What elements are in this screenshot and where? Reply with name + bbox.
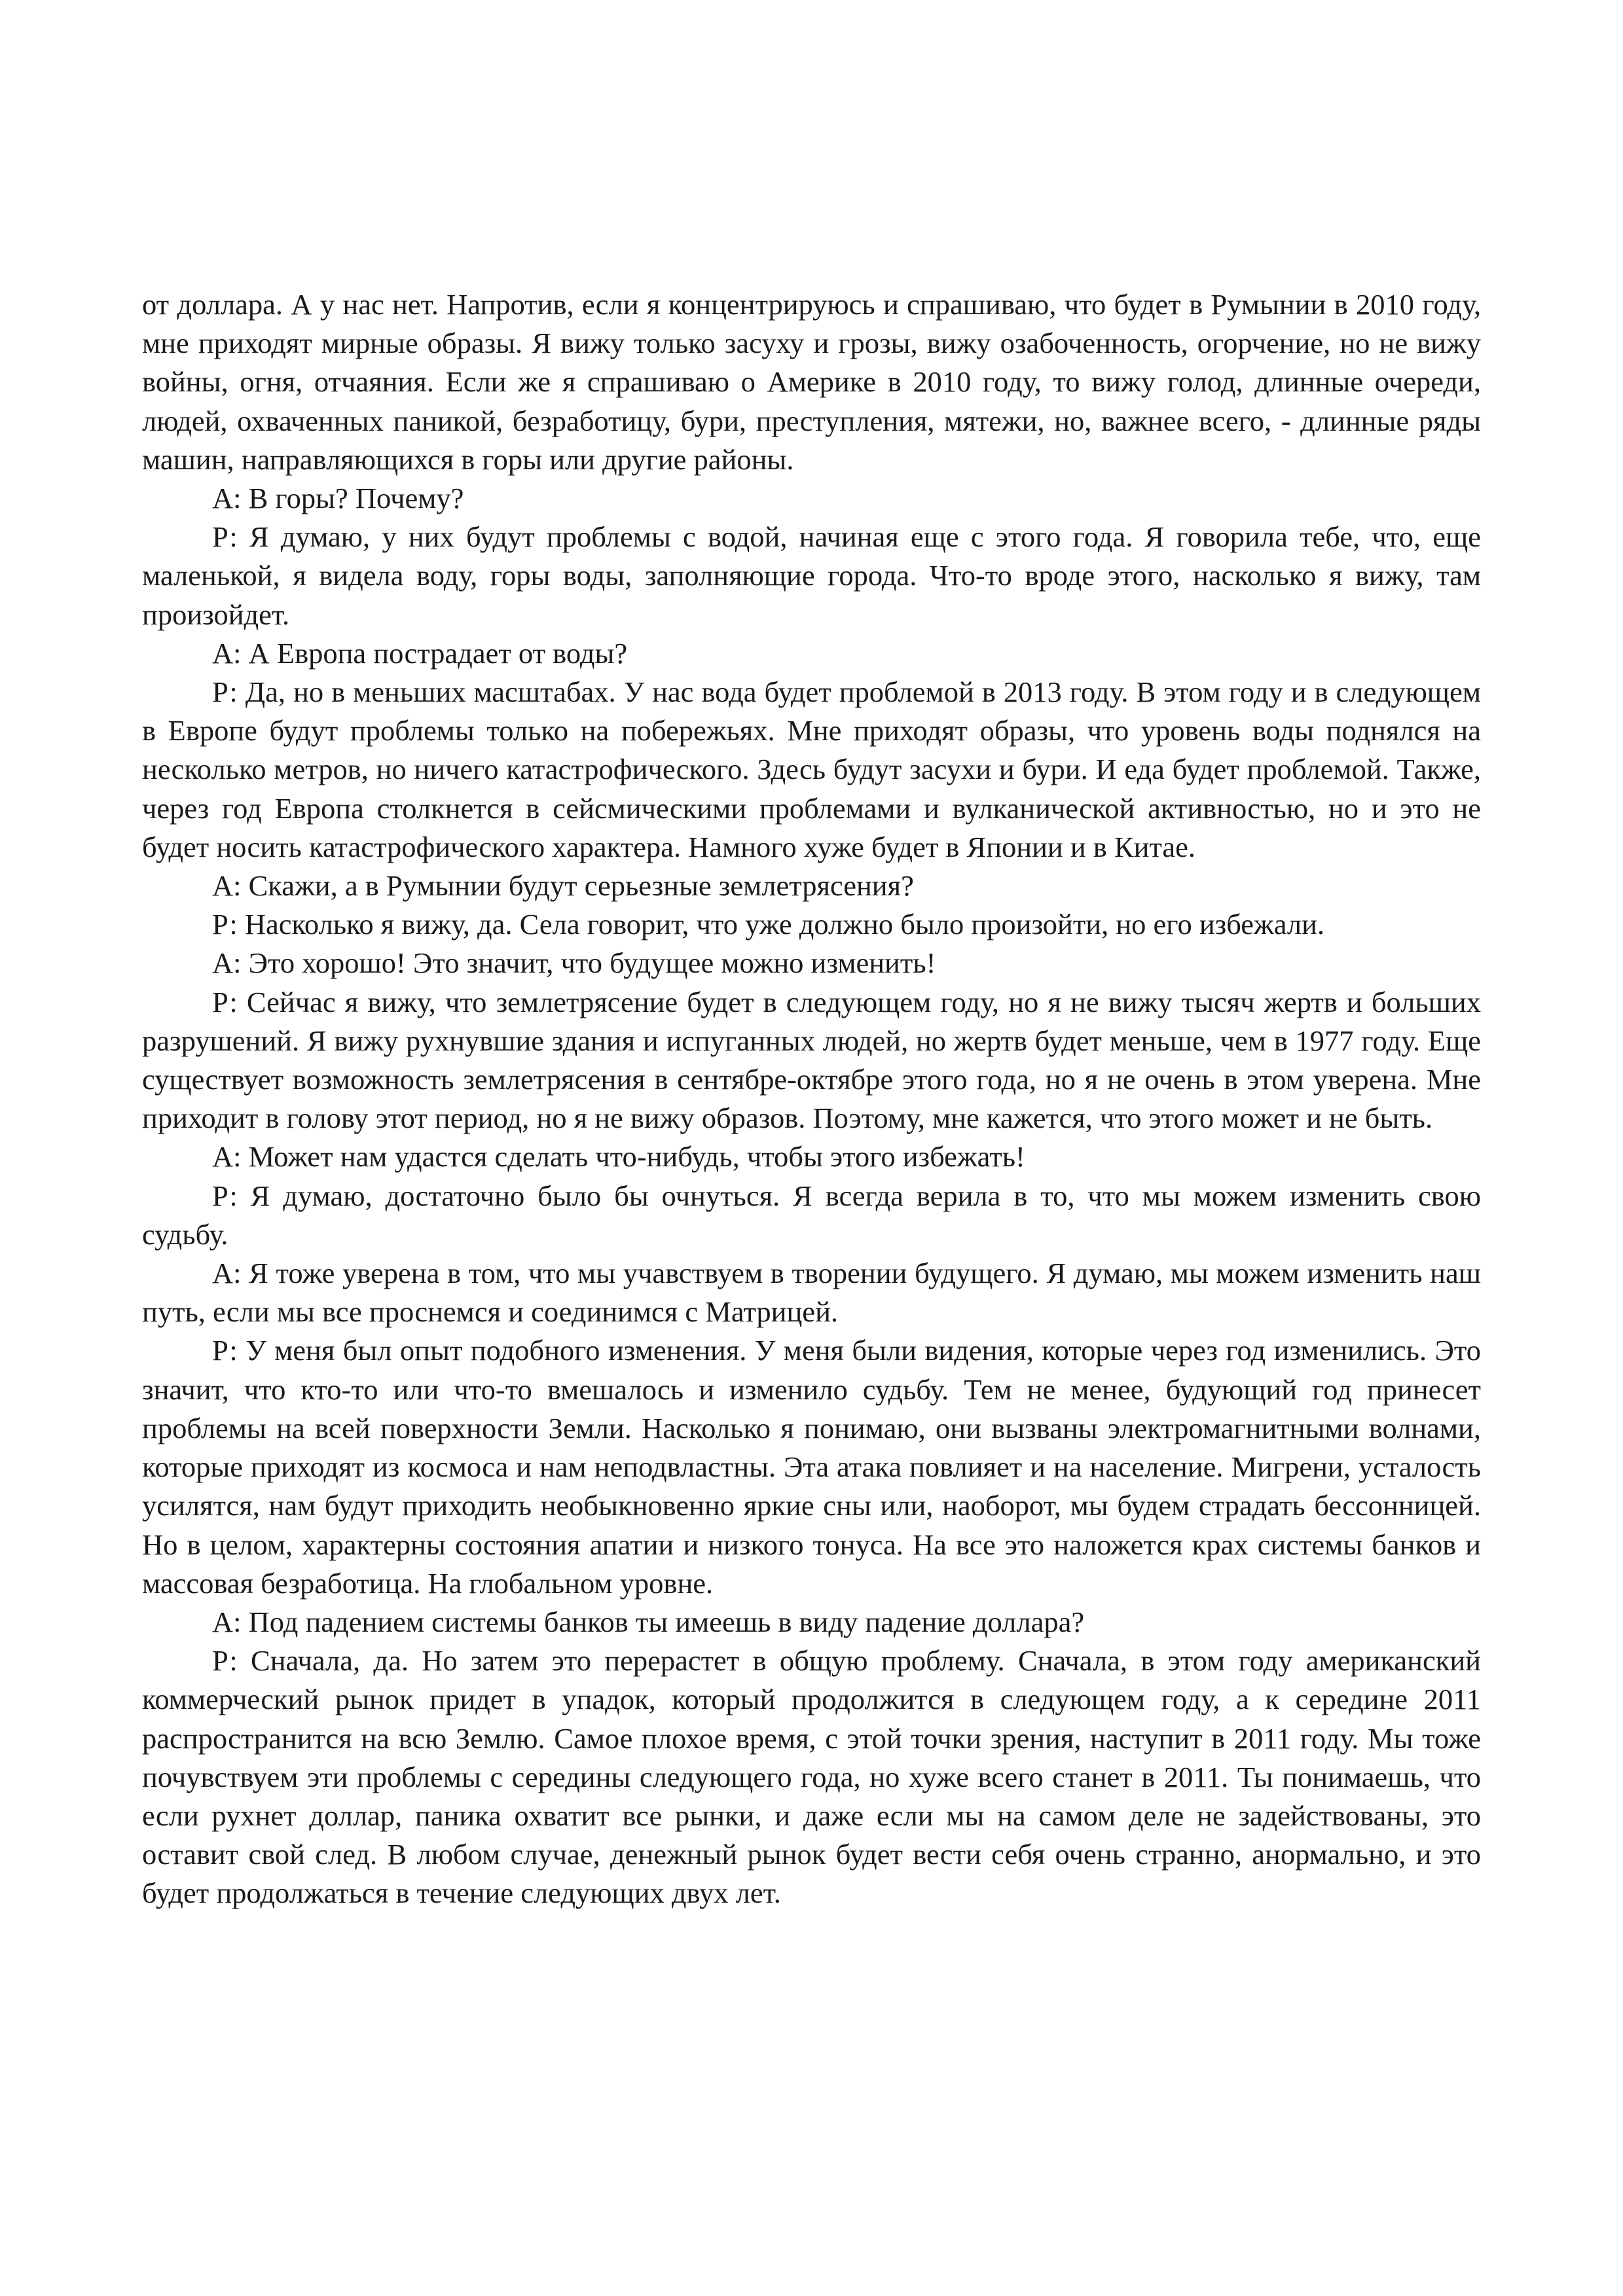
paragraph-question: А: А Европа пострадает от воды? <box>212 636 628 670</box>
paragraph-question: А: Может нам удастся сделать что-нибудь, чтобы этого избежать! <box>212 1140 1025 1174</box>
paragraph-question: А: Под падением системы банков ты имеешь в виду падение доллара? <box>212 1605 1085 1638</box>
paragraph-question: А: Скажи, а в Румынии будут серьезные землетрясения? <box>212 869 914 903</box>
paragraph-answer: Р: Я думаю, у них будут проблемы с водой, начиная еще с этого года. Я говорила тебе, что, еще маленькой, я видела воду, горы воды, заполняющие города. Что-то вроде этого, насколько я вижу, там произойдет. <box>142 520 1481 631</box>
paragraph-continuation: от доллара. А у нас нет. Напротив, если я концентрируюсь и спрашиваю, что будет в Румынии в 2010 году, мне приходят мирные образы. Я вижу только засуху и грозы, вижу озабоченность, огорчение, но не вижу войны, огня, отчаяния. Если же я спрашиваю о Америке в 2010 году, то вижу голод, длинные очереди, людей, охваченных паникой, безработицу, бури, преступления, мятежи, но, важнее всего, - длинные ряды машин, направляющихся в горы или другие районы. <box>142 288 1481 476</box>
paragraph-answer: Р: Я думаю, достаточно было бы очнуться. Я всегда верила в то, что мы можем изменить свою судьбу. <box>142 1179 1481 1251</box>
paragraph-answer: Р: Насколько я вижу, да. Села говорит, что уже должно было произойти, но его избежали. <box>212 908 1325 941</box>
document-body <box>142 285 1481 1913</box>
paragraph-question: А: В горы? Почему? <box>212 482 464 515</box>
paragraph-question: А: Это хорошо! Это значит, что будущее можно изменить! <box>212 946 936 980</box>
paragraph-answer: Р: Да, но в меньших масштабах. У нас вода будет проблемой в 2013 году. В этом году и в следующем в Европе будут проблемы только на побережьях. Мне приходят образы, что уровень воды поднялся на несколько метров, но ничего катастрофического. Здесь будут засухи и бури. И еда будет проблемой. Также, через год Европа столкнется в сейсмическими проблемами и вулканической активностью, но и это не будет носить катастрофического характера. Намного хуже будет в Японии и в Китае. <box>142 675 1481 863</box>
paragraph-answer: Р: У меня был опыт подобного изменения. У меня были видения, которые через год изменились. Это значит, что кто-то или что-то вмешалось и изменило судьбу. Тем не менее, будующий год принесет проблемы на всей поверхности Земли. Насколько я понимаю, они вызваны электромагнитными волнами, которые приходят из космоса и нам неподвластны. Эта атака повлияет и на население. Мигрени, усталость усилятся, нам будут приходить необыкновенно яркие сны или, наоборот, мы будем страдать бессонницей. Но в целом, характерны состояния апатии и низкого тонуса. На все это наложется крах системы банков и массовая безработица. На глобальном уровне. <box>142 1334 1481 1600</box>
paragraph-question: А: Я тоже уверена в том, что мы учавствуем в творении будущего. Я думаю, мы можем изменить наш путь, если мы все проснемся и соединимся с Матрицей. <box>142 1257 1481 1329</box>
paragraph-answer: Р: Сейчас я вижу, что землетрясение будет в следующем году, но я не вижу тысяч жертв и больших разрушений. Я вижу рухнувшие здания и испуганных людей, но жертв будет меньше, чем в 1977 году. Еще существует возможность землетрясения в сентябре-октябре этого года, но я не очень в этом уверена. Мне приходит в голову этот период, но я не вижу образов. Поэтому, мне кажется, что этого может и не быть. <box>142 985 1481 1135</box>
paragraph-answer: Р: Сначала, да. Но затем это перерастет в общую проблему. Сначала, в этом году американский коммерческий рынок придет в упадок, который продолжится в следующем году, а к середине 2011 распространится на всю Землю. Самое плохое время, с этой точки зрения, наступит в 2011 году. Мы тоже почувствуем эти проблемы с середины следующего года, но хуже всего станет в 2011. Ты понимаешь, что если рухнет доллар, паника охватит все рынки, и даже если мы на самом деле не задействованы, это оставит свой след. В любом случае, денежный рынок будет вести себя очень странно, анормально, и это будет продолжаться в течение следующих двух лет. <box>142 1644 1481 1910</box>
